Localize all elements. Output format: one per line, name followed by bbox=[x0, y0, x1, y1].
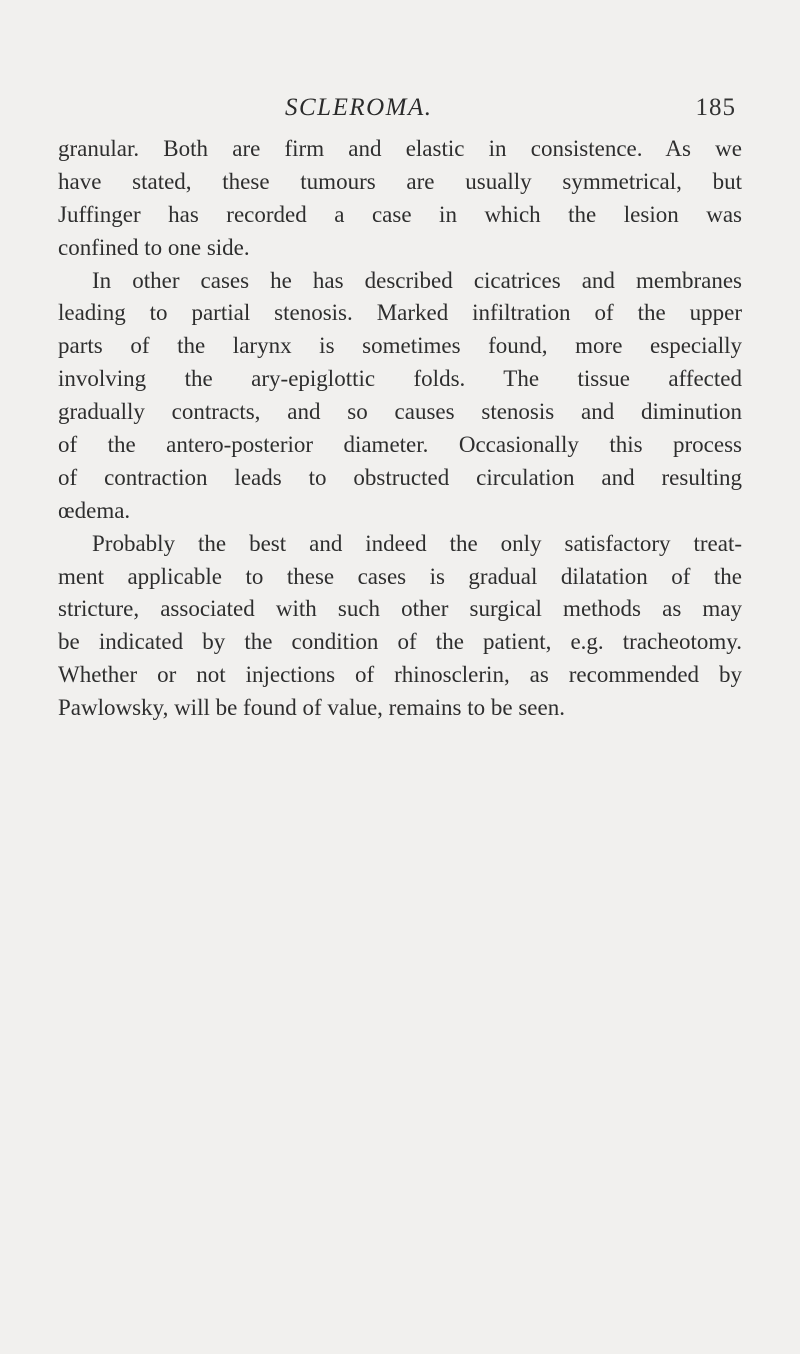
text-line: confined to one side. bbox=[58, 234, 250, 260]
text-line: stricture, associated with such other surgical methods as may bbox=[58, 596, 742, 622]
running-head: SCLEROMA. bbox=[285, 94, 433, 121]
page-number: 185 bbox=[695, 94, 736, 121]
paragraph bbox=[58, 528, 742, 725]
text-line: œdema. bbox=[58, 497, 131, 523]
text-line: involving the ary-epiglottic folds. The tissue affected bbox=[58, 366, 742, 392]
text-line: leading to partial stenosis. Marked infiltration of the upper bbox=[58, 300, 742, 326]
body-text bbox=[58, 133, 742, 725]
paragraph bbox=[58, 265, 742, 528]
text-line: Probably the best and indeed the only satisfactory treat- bbox=[92, 530, 742, 556]
text-line: be indicated by the condition of the patient, e.g. tracheotomy. bbox=[58, 629, 742, 655]
text-line: In other cases he has described cicatrices and membranes bbox=[92, 267, 742, 293]
text-line: of the antero-posterior diameter. Occasionally this process bbox=[58, 432, 742, 458]
text-line: Juffinger has recorded a case in which the lesion was bbox=[58, 201, 742, 227]
paragraph bbox=[58, 133, 742, 265]
text-line: Pawlowsky, will be found of value, remains to be seen. bbox=[58, 695, 565, 721]
page-header bbox=[0, 94, 800, 130]
text-line: ment applicable to these cases is gradual dilatation of the bbox=[58, 563, 742, 589]
text-line: granular. Both are firm and elastic in consistence. As we bbox=[58, 136, 742, 161]
text-line: parts of the larynx is sometimes found, more especially bbox=[58, 333, 742, 359]
text-line: of contraction leads to obstructed circulation and resulting bbox=[58, 464, 742, 490]
text-line: Whether or not injections of rhinosclerin, as recommended by bbox=[58, 662, 742, 688]
text-line: have stated, these tumours are usually symmetrical, but bbox=[58, 168, 742, 194]
text-line: gradually contracts, and so causes stenosis and diminution bbox=[58, 399, 742, 425]
